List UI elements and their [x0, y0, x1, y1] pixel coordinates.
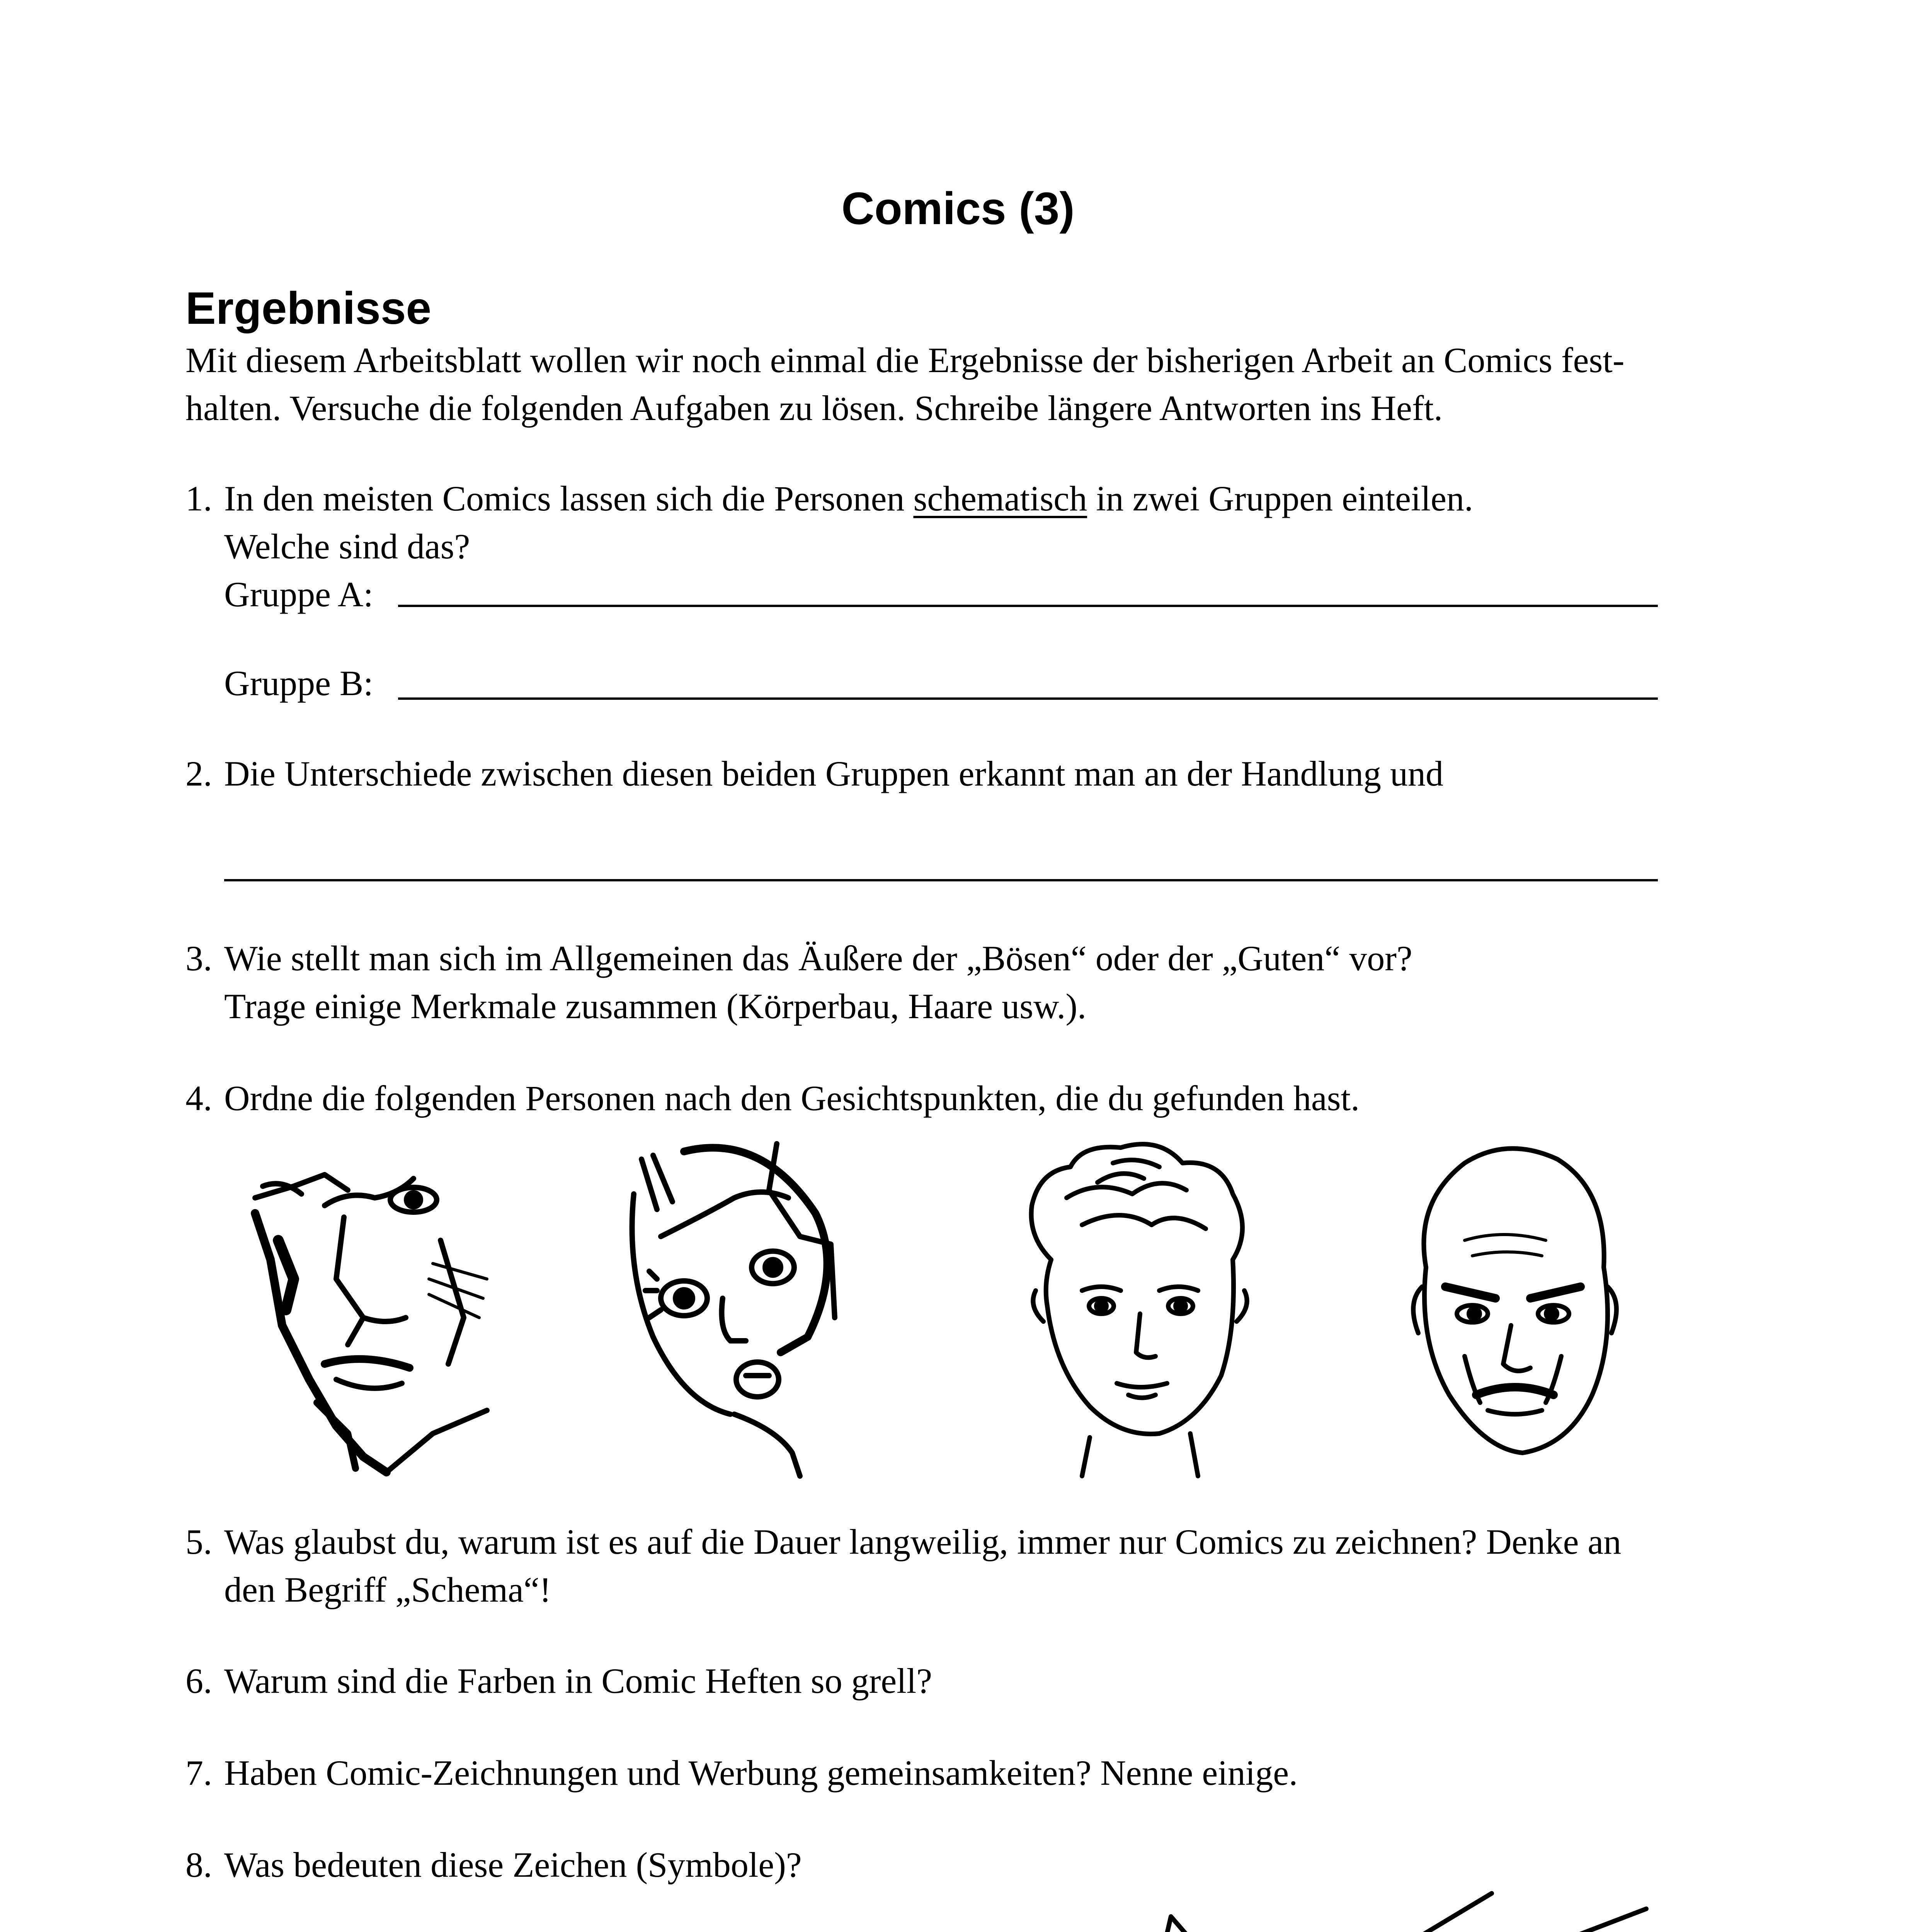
question-number: 8. [185, 1845, 212, 1884]
section-heading: Ergebnisse [185, 283, 432, 334]
question-text-end: in zwei Gruppen einteilen. [1087, 479, 1473, 518]
group-b-row [185, 659, 1789, 707]
question-7 [185, 1749, 1789, 1797]
bald-man-face-image [1376, 1140, 1639, 1488]
question-number: 6. [185, 1661, 212, 1701]
question-text: Wie stellt man sich im Allgemeinen das Äußere der „Bösen“ oder der „Guten“ vor? [224, 939, 1412, 978]
question-subline: Welche sind das? [224, 527, 470, 566]
group-b-answer-line[interactable] [398, 697, 1658, 700]
question-text: Ordne die folgenden Personen nach den Gesichtspunkten, die du gefunden hast. [224, 1078, 1360, 1118]
question-number: 4. [185, 1078, 212, 1118]
question-1 [185, 474, 1789, 618]
question-subline: Trage einige Merkmale zusammen (Körperbau, Haare usw.). [224, 986, 1087, 1026]
question-number: 2. [185, 754, 212, 793]
question-5 [185, 1518, 1789, 1614]
question-number: 7. [185, 1753, 212, 1793]
group-a-answer-line[interactable] [398, 605, 1658, 607]
question-4 [185, 1074, 1789, 1122]
question-text: Was bedeuten diese Zeichen (Symbole)? [224, 1845, 802, 1884]
question-text: Haben Comic-Zeichnungen und Werbung gemeinsamkeiten? Nenne einige. [224, 1753, 1298, 1793]
question-number: 1. [185, 479, 212, 518]
question-3 [185, 934, 1789, 1030]
question-number: 3. [185, 939, 212, 978]
young-man-face-image [1005, 1136, 1275, 1484]
question-text: Was glaubst du, warum ist es auf die Dauer langweilig, immer nur Comics zu zeichnen? Denke an [224, 1522, 1622, 1561]
woman-face-image [607, 1136, 854, 1484]
question-text: Die Unterschiede zwischen diesen beiden Gruppen erkannt man an der Handlung und [224, 754, 1444, 793]
question-subline: den Begriff „Schema“! [224, 1570, 551, 1609]
question-2 [185, 750, 1789, 798]
question-number: 5. [185, 1522, 212, 1561]
question-6 [185, 1657, 1789, 1705]
intro-line-2: halten. Versuche die folgenden Aufgaben zu lösen. Schreibe längere Antworten ins Heft. [185, 388, 1443, 428]
page-title: Comics (3) [841, 183, 1075, 234]
q2-answer-line[interactable] [224, 879, 1658, 881]
group-b-label: Gruppe B: [224, 663, 373, 703]
explosion-burst-icon [1043, 1886, 1681, 1932]
underlined-term: schematisch [913, 479, 1087, 518]
question-8 [185, 1841, 1789, 1889]
question-text: Warum sind die Farben in Comic Heften so grell? [224, 1661, 932, 1701]
villain-face-image [247, 1163, 495, 1488]
group-a-label: Gruppe A: [224, 575, 373, 614]
intro-text [185, 336, 1770, 432]
question-text: In den meisten Comics lassen sich die Personen [224, 479, 914, 518]
intro-line-1: Mit diesem Arbeitsblatt wollen wir noch einmal die Ergebnisse der bisherigen Arbeit an Comics fest- [185, 340, 1625, 380]
